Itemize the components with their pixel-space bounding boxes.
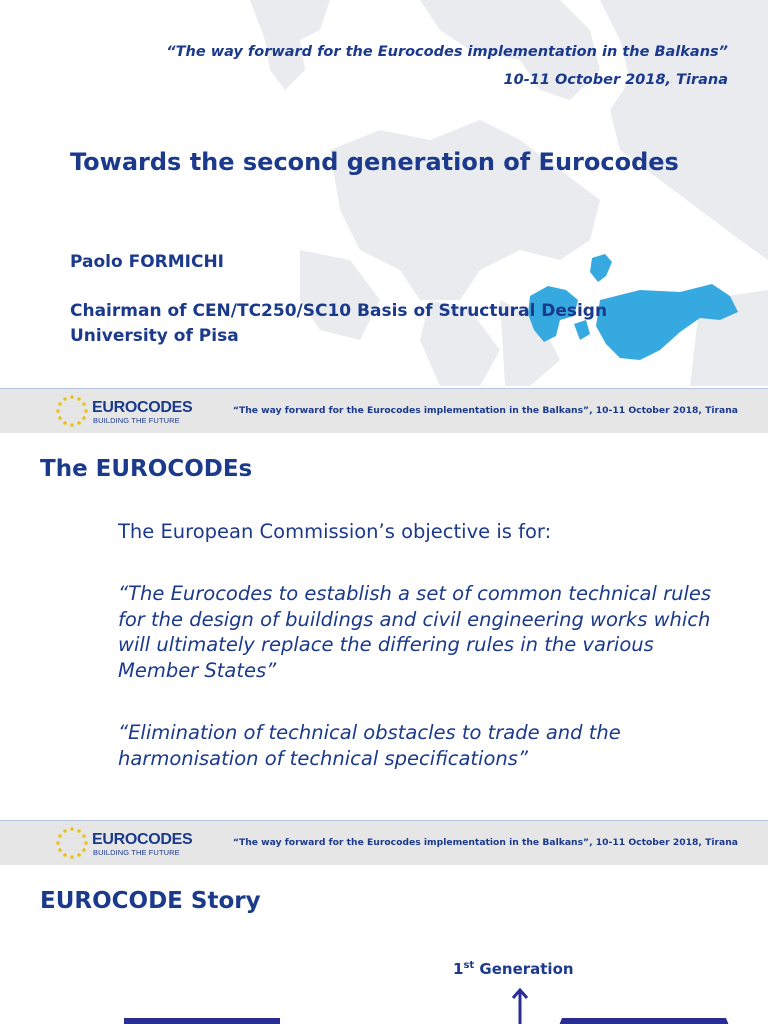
slide-footer	[0, 820, 768, 865]
eurocodes-logo-text: EUROCODES	[92, 399, 193, 416]
slide-footer	[0, 388, 768, 433]
eurocodes-logo-text: EUROCODES	[92, 831, 193, 848]
objective-quote-2: “Elimination of technical obstacles to trade and the harmonisation of technical specifications”	[118, 721, 621, 770]
generation-word: Generation	[479, 960, 574, 978]
talk-title: Towards the second generation of Eurocodes	[70, 148, 679, 176]
eurocodes-objective-slide	[0, 434, 768, 820]
generation-suffix: st	[463, 960, 475, 971]
slide-heading: The EUROCODEs	[40, 456, 253, 482]
objective-quote-1: “The Eurocodes to establish a set of common technical rules for the design of buildings and civil engineering works which will ultimately replace the differing rules in the various Member States”	[118, 582, 712, 682]
slide-heading: EUROCODE Story	[40, 888, 261, 914]
affiliation-line-1: Chairman of CEN/TC250/SC10 Basis of Structural Design	[70, 301, 608, 321]
eurocode-story-slide	[0, 866, 768, 1024]
generation-label	[453, 960, 574, 978]
objective-intro: The European Commission’s objective is for:	[118, 520, 552, 543]
generation-number: 1	[453, 960, 464, 978]
eurocodes-logo-tagline: BUILDING THE FUTURE	[93, 848, 180, 857]
eu-stars-logo-icon	[54, 393, 90, 429]
footer-conference-text: “The way forward for the Eurocodes implementation in the Balkans”, 10-11 October 2018, Tirana	[232, 837, 738, 848]
footer-conference-text: “The way forward for the Eurocodes implementation in the Balkans”, 10-11 October 2018, Tirana	[232, 405, 738, 416]
title-slide	[0, 0, 768, 386]
conference-title: “The way forward for the Eurocodes implementation in the Balkans”	[166, 44, 728, 60]
conference-date: 10-11 October 2018, Tirana	[503, 72, 728, 88]
author-name: Paolo FORMICHI	[70, 252, 225, 272]
timeline-box-left	[124, 1018, 280, 1024]
eurocodes-logo-tagline: BUILDING THE FUTURE	[93, 416, 180, 425]
eu-stars-logo-icon	[54, 825, 90, 861]
affiliation-line-2: University of Pisa	[70, 326, 239, 346]
up-arrow-icon	[510, 988, 530, 1024]
timeline-arrow-box-right	[554, 1016, 734, 1024]
